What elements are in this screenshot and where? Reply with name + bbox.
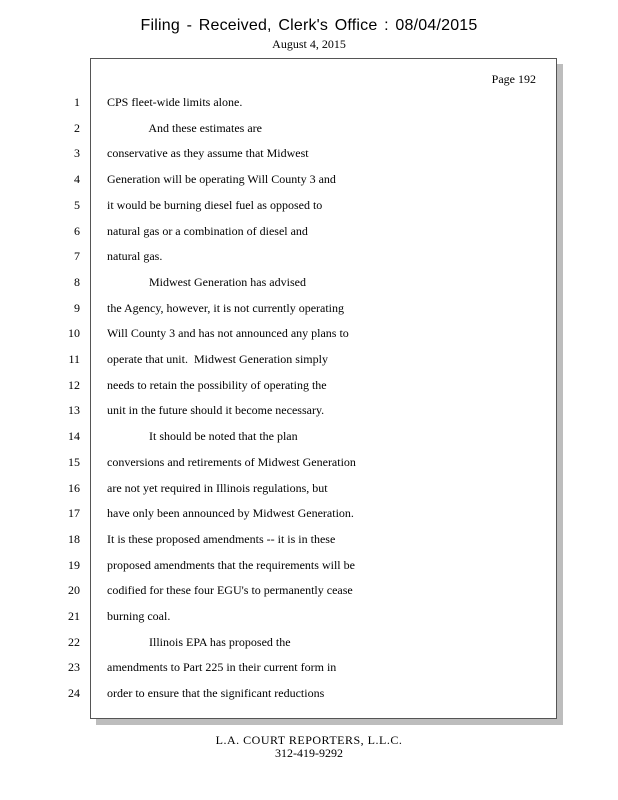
- line-number: 5: [74, 198, 80, 212]
- line-text: codified for these four EGU's to permanently cease: [107, 583, 353, 597]
- line-text: have only been announced by Midwest Generation.: [107, 506, 354, 520]
- line-text: natural gas or a combination of diesel and: [107, 224, 308, 238]
- line-text: natural gas.: [107, 249, 163, 263]
- line-number: 3: [74, 146, 80, 160]
- line-text: Midwest Generation has advised: [107, 275, 306, 289]
- line-text: Generation will be operating Will County 3 and: [107, 172, 336, 186]
- line-text: CPS fleet-wide limits alone.: [107, 95, 243, 109]
- line-text: And these estimates are: [107, 121, 262, 135]
- line-number: 10: [68, 326, 80, 340]
- line-text: It should be noted that the plan: [107, 429, 298, 443]
- line-number: 8: [74, 275, 80, 289]
- line-number: 2: [74, 121, 80, 135]
- line-number: 13: [68, 403, 80, 417]
- line-number: 18: [68, 532, 80, 546]
- line-text: are not yet required in Illinois regulations, but: [107, 481, 328, 495]
- line-number: 6: [74, 224, 80, 238]
- line-text: conversions and retirements of Midwest Generation: [107, 455, 356, 469]
- page-number: Page 192: [491, 72, 536, 86]
- footer-company: L.A. COURT REPORTERS, L.L.C.: [215, 733, 403, 747]
- line-number: 24: [68, 686, 80, 700]
- line-text: burning coal.: [107, 609, 171, 623]
- line-number: 16: [68, 481, 80, 495]
- line-number: 11: [68, 352, 80, 366]
- line-number: 9: [74, 301, 80, 315]
- line-text: Illinois EPA has proposed the: [107, 635, 291, 649]
- line-number: 22: [68, 635, 80, 649]
- line-text: it would be burning diesel fuel as opposed to: [107, 198, 323, 212]
- line-number: 19: [68, 558, 80, 572]
- filing-date: August 4, 2015: [272, 37, 346, 51]
- line-text: It is these proposed amendments -- it is in these: [107, 532, 336, 546]
- line-number: 4: [74, 172, 80, 186]
- line-number: 14: [68, 429, 80, 443]
- line-text: the Agency, however, it is not currently operating: [107, 301, 345, 315]
- line-text: proposed amendments that the requirements will be: [107, 558, 355, 572]
- line-number: 15: [68, 455, 80, 469]
- line-text: order to ensure that the significant reductions: [107, 686, 325, 700]
- line-text: unit in the future should it become necessary.: [107, 403, 325, 417]
- line-text: operate that unit. Midwest Generation simply: [107, 352, 328, 366]
- line-text: Will County 3 and has not announced any plans to: [107, 326, 349, 340]
- line-number: 1: [74, 95, 80, 109]
- line-text: amendments to Part 225 in their current form in: [107, 660, 337, 674]
- footer-phone: 312-419-9292: [275, 746, 343, 760]
- line-text: conservative as they assume that Midwest: [107, 146, 309, 160]
- line-number: 7: [74, 249, 80, 263]
- line-text: needs to retain the possibility of operating the: [107, 378, 327, 392]
- line-number: 21: [68, 609, 80, 623]
- line-number: 20: [68, 583, 80, 597]
- line-number: 12: [68, 378, 80, 392]
- line-number: 17: [68, 506, 80, 520]
- filing-stamp: Filing - Received, Clerk's Office : 08/04/2015: [140, 17, 478, 34]
- line-number: 23: [68, 660, 80, 674]
